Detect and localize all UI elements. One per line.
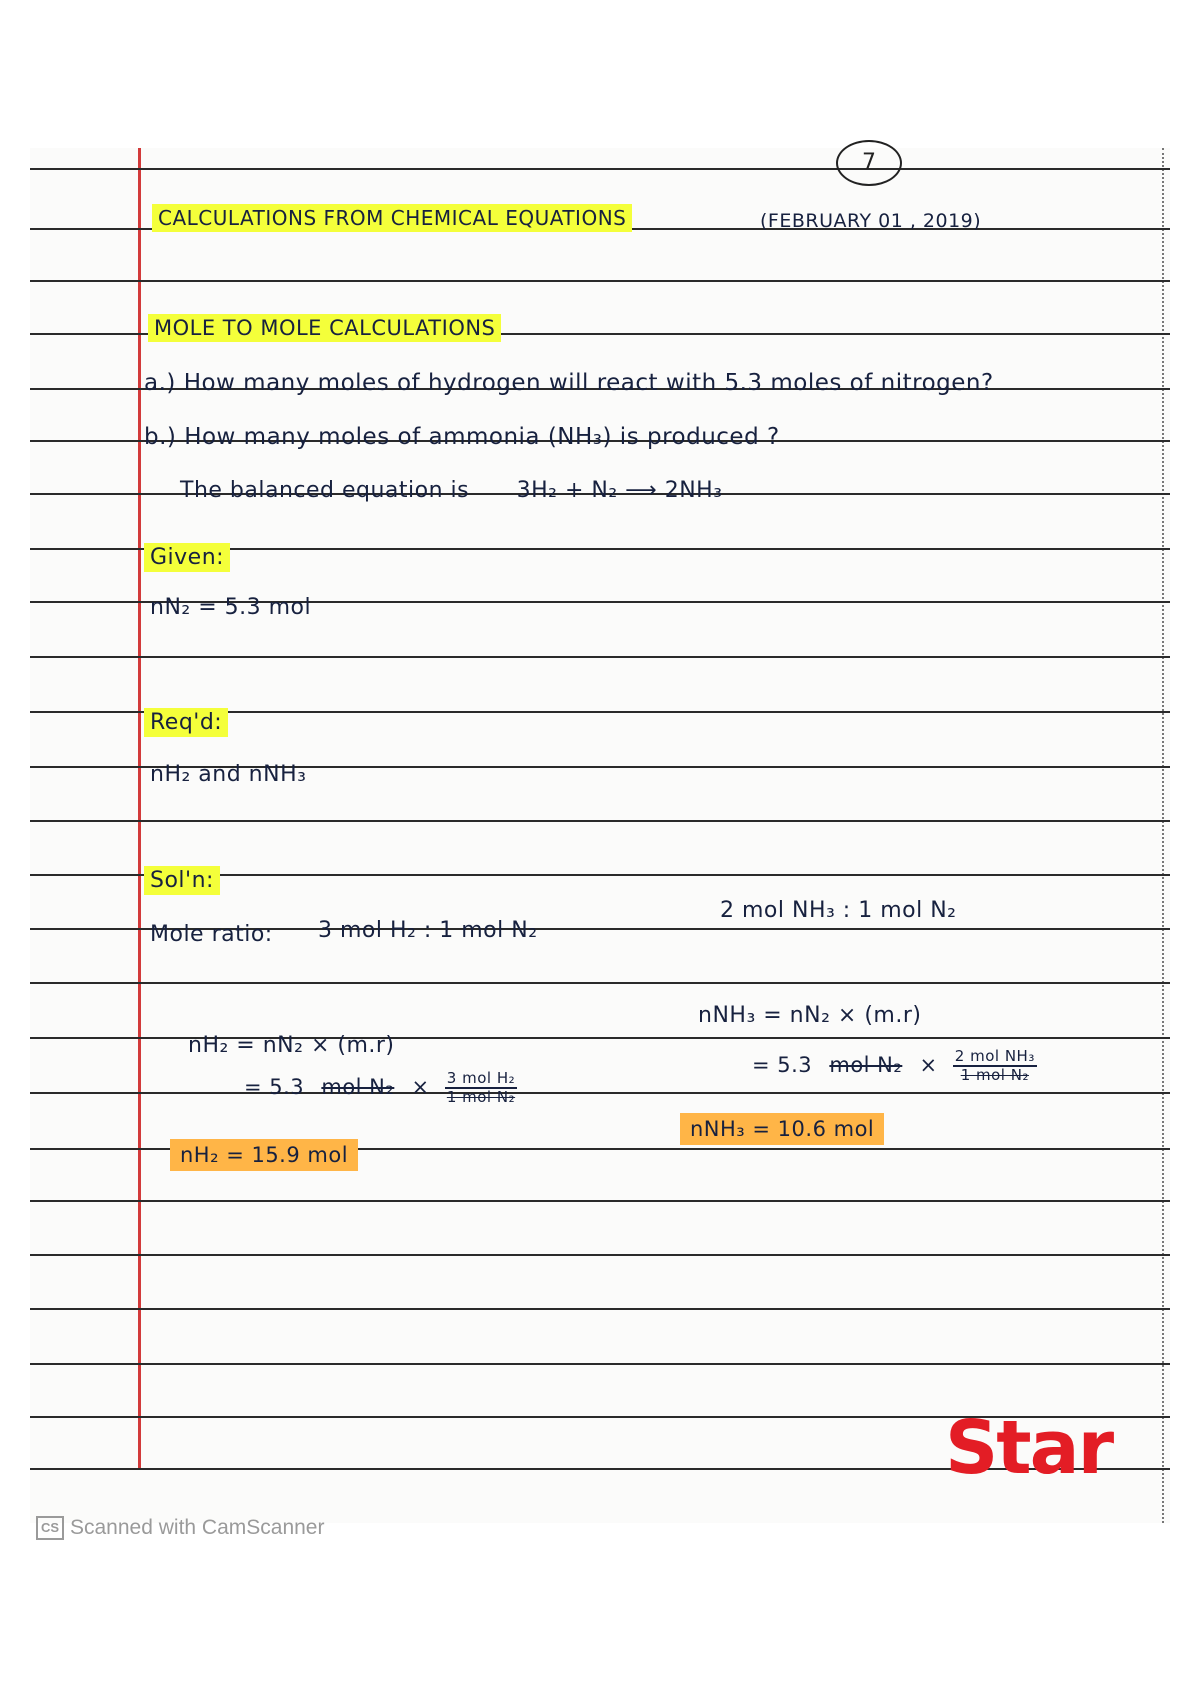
rule-line: [30, 1363, 1170, 1365]
ratio-fraction-h2: $\frac{\text{3 mol H₂}}{\text{1 mol N₂}}$: [446, 1069, 516, 1106]
camscanner-watermark: [36, 1516, 324, 1540]
rule-line: [30, 1308, 1170, 1310]
rule-line: [30, 982, 1170, 984]
calc-nh3-line1: nNH₃ = nN₂ × (m.r): [698, 1003, 922, 1028]
reqd-value: nH₂ and nNH₃: [150, 762, 307, 787]
mole-ratio-h2: 3 mol H₂ : 1 mol N₂: [318, 918, 538, 943]
rule-line: [30, 168, 1170, 170]
answer-h2: nH₂ = 15.9 mol: [170, 1143, 358, 1167]
margin-line: [138, 148, 141, 1468]
reqd-label: Req'd:: [144, 710, 228, 735]
rule-line: [30, 280, 1170, 282]
cancelled-unit: mol N₂: [829, 1053, 903, 1077]
answer-nh3: nNH₃ = 10.6 mol: [680, 1117, 884, 1141]
rule-line: [30, 1200, 1170, 1202]
rule-line: [30, 1254, 1170, 1256]
question-b: b.) How many moles of ammonia (NH₃) is produced ?: [144, 424, 780, 450]
ratio-fraction-nh3: $\frac{\text{2 mol NH₃}}{\text{1 mol N₂}}$: [954, 1047, 1035, 1084]
balanced-equation: 3H₂ + N₂ ⟶ 2NH₃: [516, 478, 723, 503]
rule-line: [30, 1092, 1170, 1094]
balanced-equation-row: [180, 478, 723, 503]
question-a: a.) How many moles of hydrogen will react with 5.3 moles of nitrogen?: [144, 370, 994, 396]
camscanner-icon: CS: [36, 1516, 64, 1540]
notebook-page: [30, 148, 1170, 1523]
section-heading: MOLE TO MOLE CALCULATIONS: [148, 316, 501, 340]
soln-label: Sol'n:: [144, 868, 220, 893]
calc-h2-line1: nH₂ = nN₂ × (m.r): [188, 1033, 395, 1058]
page-number-badge: [836, 140, 902, 186]
page-edge: [1162, 148, 1170, 1523]
given-value: nN₂ = 5.3 mol: [150, 595, 312, 620]
date-label: (FEBRUARY 01 , 2019): [760, 210, 982, 232]
mole-ratio-nh3: 2 mol NH₃ : 1 mol N₂: [720, 898, 957, 923]
given-label: Given:: [144, 545, 230, 570]
page-title: CALCULATIONS FROM CHEMICAL EQUATIONS: [152, 206, 632, 230]
calc-nh3-line2: = 5.3 mol N₂ × $\frac{\text{2 mol NH₃}}{\text{1 mol N₂}}$: [752, 1047, 1035, 1084]
star-logo: Star: [945, 1405, 1113, 1491]
camscanner-text: Scanned with CamScanner: [70, 1516, 325, 1539]
mole-ratio-label: Mole ratio:: [150, 922, 273, 947]
calc-h2-line2: = 5.3 mol N₂ × $\frac{\text{3 mol H₂}}{\text{1 mol N₂}}$: [244, 1069, 516, 1106]
cancelled-unit: mol N₂: [321, 1075, 395, 1099]
page-number: 7: [862, 150, 876, 175]
rule-line: [30, 656, 1170, 658]
rule-line: [30, 820, 1170, 822]
balanced-equation-label: The balanced equation is: [180, 478, 470, 503]
